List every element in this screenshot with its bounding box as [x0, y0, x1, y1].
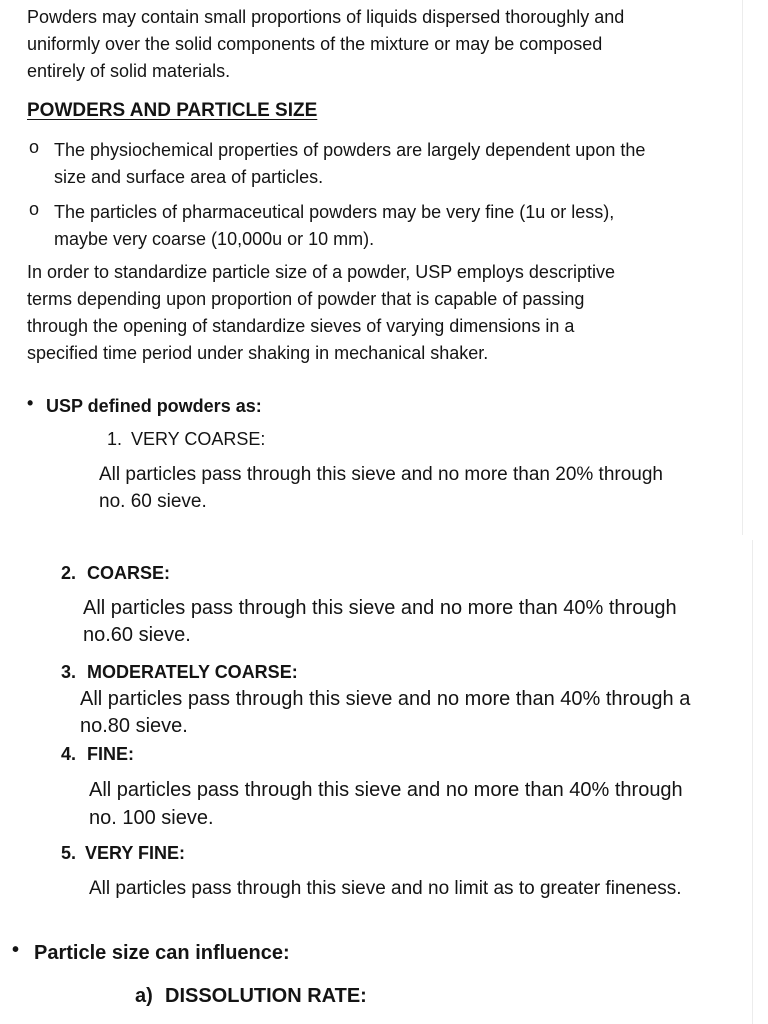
grade-description-line: All particles pass through this sieve and no more than 40% through: [89, 779, 683, 801]
usp-paragraph-line: specified time period under shaking in mechanical shaker.: [27, 343, 489, 363]
usp-paragraph-line: In order to standardize particle size of a powder, USP employs descriptive: [27, 262, 615, 282]
intro-line: Powders may contain small proportions of liquids dispersed thoroughly and: [27, 7, 625, 27]
bullet-line: The physiochemical properties of powders are largely dependent upon the: [54, 140, 646, 160]
usp-defined-label: USP defined powders as:: [46, 396, 262, 416]
influence-item-letter: a): [135, 985, 153, 1007]
influence-item-label: DISSOLUTION RATE:: [165, 985, 367, 1007]
grade-name: FINE:: [87, 744, 134, 764]
bullet-line: size and surface area of particles.: [54, 167, 324, 187]
section-heading: POWDERS AND PARTICLE SIZE: [27, 100, 318, 121]
grade-number: 1.: [107, 429, 123, 449]
intro-line: entirely of solid materials.: [27, 61, 231, 81]
grade-description-line: no.80 sieve.: [80, 715, 188, 737]
grade-number: 2.: [61, 563, 77, 583]
grade-number: 5.: [61, 843, 77, 863]
grade-description-line: no.60 sieve.: [83, 624, 191, 646]
grade-description-line: All particles pass through this sieve and no limit as to greater fineness.: [89, 878, 682, 899]
grade-name: VERY COARSE:: [131, 429, 266, 449]
bullet-line: maybe very coarse (10,000u or 10 mm).: [54, 229, 375, 249]
intro-line: uniformly over the solid components of the mixture or may be composed: [27, 34, 603, 54]
grade-number: 3.: [61, 662, 77, 682]
bullet-dot: •: [12, 939, 20, 961]
bullet-marker: o: [29, 199, 40, 219]
grade-name: COARSE:: [87, 563, 171, 583]
bullet-dot: •: [27, 393, 34, 413]
bullet-line: The particles of pharmaceutical powders may be very fine (1u or less),: [54, 202, 615, 222]
grade-description-line: no. 100 sieve.: [89, 807, 214, 829]
usp-paragraph-line: terms depending upon proportion of powder that is capable of passing: [27, 289, 585, 309]
grade-name: MODERATELY COARSE:: [87, 662, 298, 682]
page-edge-lower: [752, 540, 753, 1024]
grade-name: VERY FINE:: [85, 843, 186, 863]
influence-label: Particle size can influence:: [34, 942, 290, 964]
grade-description-line: All particles pass through this sieve and no more than 20% through: [99, 464, 663, 485]
bullet-marker: o: [29, 137, 40, 157]
grade-description-line: All particles pass through this sieve and no more than 40% through: [83, 597, 677, 619]
grade-description-line: no. 60 sieve.: [99, 491, 207, 512]
grade-description-line: All particles pass through this sieve and no more than 40% through a: [80, 688, 691, 710]
page-edge-upper: [742, 0, 743, 535]
grade-number: 4.: [61, 744, 77, 764]
usp-paragraph-line: through the opening of standardize sieves of varying dimensions in a: [27, 316, 575, 336]
